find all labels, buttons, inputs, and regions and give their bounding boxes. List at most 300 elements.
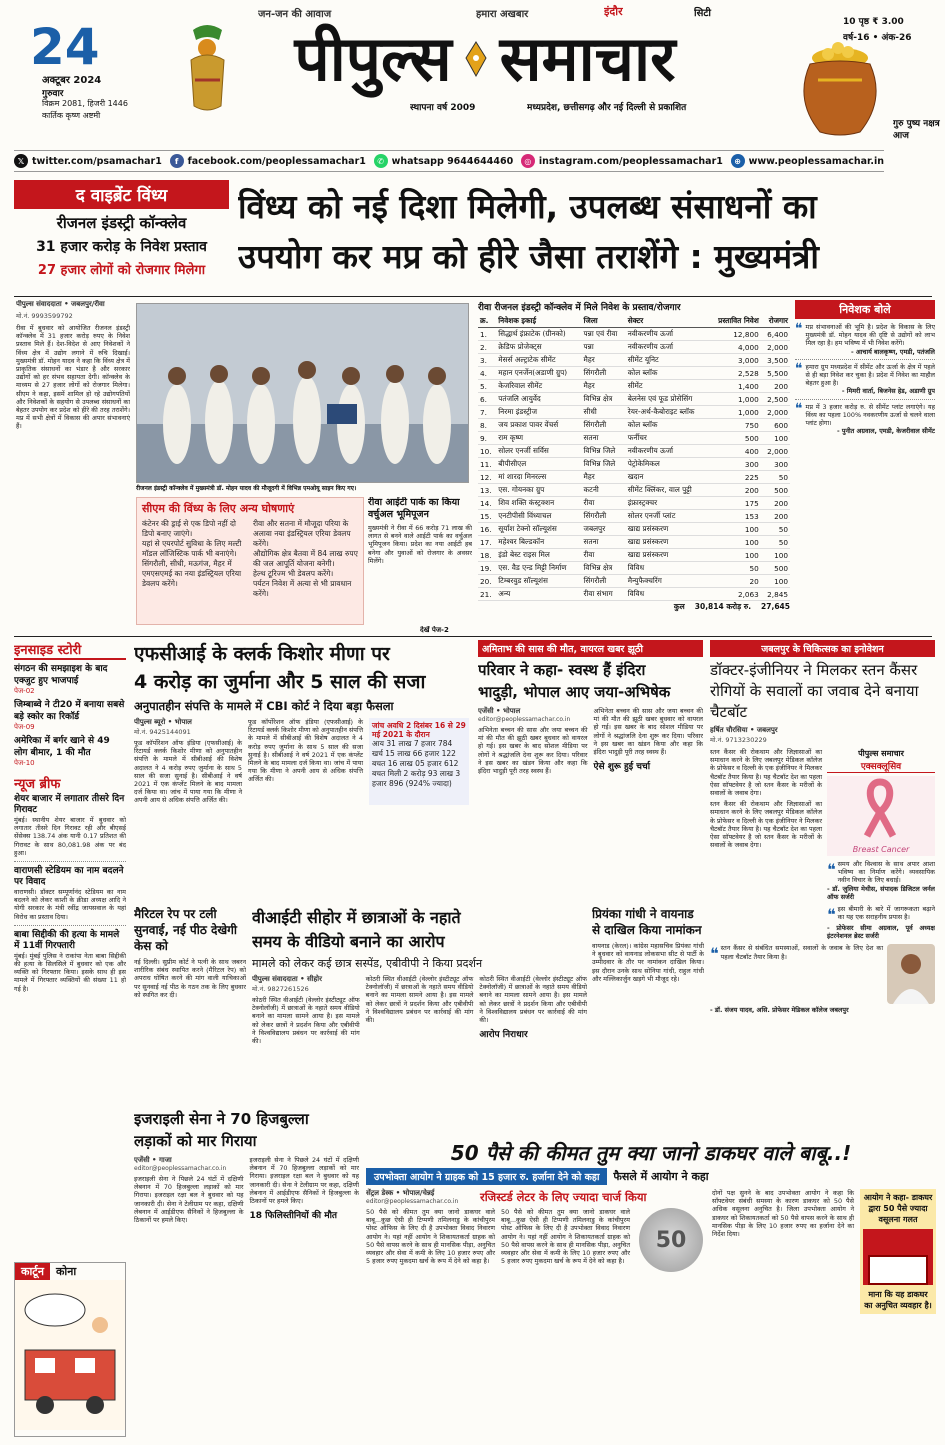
- invest-table-row: [478, 432, 790, 445]
- invest-table-cell: मां शारदा मिनरल्स: [496, 471, 581, 484]
- instagram-link[interactable]: [521, 154, 723, 168]
- invest-table-cell: पन्ना एवं रीवा: [582, 328, 626, 341]
- fci-box-item: बचत मिली 2 करोड़ 93 लाख 3 हजार 896 (924% ज्यादा): [372, 769, 461, 788]
- vit-story: [252, 906, 587, 1126]
- invest-table-cell: पेट्रोकेमिकल: [626, 458, 709, 471]
- date-vikram: विक्रम 2081, हिजरी 1446: [42, 99, 128, 108]
- invest-table-row: [478, 510, 790, 523]
- amitabh-kicker: अमिताभ की सास की मौत, वायरल खबर झूठी: [478, 640, 703, 657]
- website-text: www.peoplessamachar.in: [748, 155, 884, 167]
- investor-quote-2: हमारा ग्रुप मध्यप्रदेश में सीमेंट और ऊर्जा के क्षेत्र में पहले से ही बड़ा निवेश कर चुका है। प्रदेश में निवेश का माहौल बेहतर हुआ है।: [805, 362, 935, 388]
- invest-table-cell: रीवा संभाग: [582, 588, 626, 601]
- invest-table-cell: 3.: [478, 354, 496, 367]
- invest-table-cell: 7.: [478, 406, 496, 419]
- tagline-1: जन-जन की आवाज: [258, 9, 332, 20]
- amitabh-headline-1: परिवार ने कहा- स्वस्थ हैं इंदिरा: [478, 661, 646, 679]
- priyanka-story: [592, 906, 704, 1136]
- chatbot-story: [710, 640, 935, 1190]
- invest-table-cell: 100: [709, 523, 761, 536]
- fci-box-title: जांच अवधि 2 दिसंबर 16 से 29 मई 2021 के दौरान: [372, 721, 466, 739]
- vit-sub: मामले को लेकर कई छात्र सस्पेंड, एबीवीपी ने किया प्रदर्शन: [252, 957, 483, 970]
- invest-table-cell: अन्य: [496, 588, 581, 601]
- masthead-title: [190, 14, 780, 104]
- invest-table-cell: सतना: [582, 536, 626, 549]
- investment-table: [478, 315, 790, 601]
- fci-byline: पीपुल्स ब्यूरो • भोपाल: [134, 718, 192, 726]
- cm-point: हेल्थ टूरिज्म भी डेवलप करेंगे।: [253, 569, 334, 578]
- fci-box-item: बचत 16 लाख 05 हजार 612: [372, 759, 459, 768]
- chatbot-quote-1: समय और विश्वास के साथ अपार आशा भविष्य का निर्माण करेंगे। व्यवसायिक नवीन विचार के लिए बधाई।: [837, 860, 935, 885]
- invest-total-jobs: 27,645: [761, 602, 790, 611]
- invest-table-cell: 50: [761, 536, 790, 549]
- cm-point: औद्योगिक क्षेत्र बैतवा में 84 लाख रुपए की जल आपूर्ति योजना बनेगी।: [253, 549, 358, 568]
- facebook-icon: f: [170, 154, 184, 168]
- cm-box-title: सीएम की विंध्य के लिए अन्य घोषणाएं: [142, 502, 295, 515]
- post-right-caption2: माना कि यह डाकघर का अनुचित व्यवहार है।: [864, 1290, 932, 1310]
- invest-table-cell: विभिन्न क्षेत्र: [582, 393, 626, 406]
- amitabh-story: [478, 640, 703, 902]
- invest-table-cell: विभिन्न जिले: [582, 445, 626, 458]
- invest-table-cell: 2,528: [709, 367, 761, 380]
- invest-table-cell: 400: [709, 445, 761, 458]
- invest-table-cell: नवीकरणीय ऊर्जा: [626, 341, 709, 354]
- invest-table-cell: बेलनेस एवं फूड प्रोसेसिंग: [626, 393, 709, 406]
- invest-table-cell: 200: [709, 484, 761, 497]
- invest-table-cell: जय प्रकाश पावर वेंचर्स: [496, 419, 581, 432]
- guru-pushya-note: गुरु पुष्य नक्षत्र आज: [893, 119, 940, 141]
- invest-table-row: [478, 341, 790, 354]
- quote-icon: ❝: [795, 400, 803, 417]
- invest-table-cell: सिंगरौली: [582, 510, 626, 523]
- invest-table-cell: कोल ब्लॉक: [626, 419, 709, 432]
- cm-point: यहां से एयरपोर्ट सुविधा के लिए मल्टी मॉडल लॉजिस्टिक पार्क भी बनाएंगे।: [142, 539, 242, 558]
- post-byline: सेंट्रल डेस्क • भोपाल/चेन्नई: [366, 1189, 435, 1197]
- invest-table-cell: 2,000: [761, 445, 790, 458]
- invest-table-cell: सूर्यांश टेक्नो सॉल्यूशंस: [496, 523, 581, 536]
- invest-table-cell: खाद्य प्रसंस्करण: [626, 549, 709, 562]
- invest-table-row: [478, 354, 790, 367]
- invest-table-cell: खाद्य प्रसंस्करण: [626, 536, 709, 549]
- fci-box: [369, 718, 469, 805]
- fci-story: [134, 640, 469, 910]
- invest-table-cell: सीमेंट: [626, 380, 709, 393]
- chatbot-brand: पीपुल्स समाचार: [858, 749, 904, 758]
- invest-table-cell: सीमेंट यूनिट: [626, 354, 709, 367]
- quote-icon: ❝: [827, 860, 836, 879]
- inside-item-2[interactable]: जिम्बाब्वे ने टी20 में बनाया सबसे बड़े स्कोर का रिकॉर्ड: [14, 700, 125, 722]
- invest-table-row: [478, 588, 790, 601]
- invest-table-cell: सिंगरौली: [582, 419, 626, 432]
- lead-tag: द वाइब्रेंट विंध्य: [14, 180, 229, 209]
- invest-table-cell: बीपीसीएल: [496, 458, 581, 471]
- inside-item-1[interactable]: संगठन की समझाइश के बाद एक्जुट हुए भाजपाई: [14, 664, 108, 686]
- post-sub: रजिस्टर्ड लेटर के लिए ज्यादा चार्ज किया: [480, 1189, 647, 1204]
- date-number: 24: [30, 22, 100, 72]
- left-column: [14, 640, 126, 1200]
- investor-quote-3: मप्र में 3 हजार करोड़ रु. से सीमेंट प्लांट लगाएंगे। यह विंध्य का पहला 100% नवकरणीय ऊर्जा से चलने वाला प्लांट होगा।: [805, 402, 935, 428]
- social-strip: [14, 150, 884, 172]
- invest-table-cell: 10.: [478, 445, 496, 458]
- rewa-box-body: मुख्यमंत्री ने रीवा में 66 करोड़ 71 लाख की लागत से बनने वाले आईटी पार्क का वर्चुअल भूमिपूजन किया। प्रदेश का नया आईटी हब बनेगा और युवाओं को रोजगार के अवसर मिलेंगे।: [368, 524, 472, 565]
- invest-table-cell: विभिन्न जिले: [582, 458, 626, 471]
- israel-sub: 18 फिलिस्तीनियों की मौत: [249, 1211, 338, 1222]
- title-right: समाचार: [499, 22, 676, 95]
- title-left: पीपुल्स: [294, 22, 452, 95]
- invest-table-cell: 20.: [478, 575, 496, 588]
- chatbot-exclusive: एक्सक्लूसिव: [827, 759, 935, 773]
- invest-table-cell: 200: [761, 380, 790, 393]
- inside-page-1: पेज-02: [14, 687, 35, 695]
- invest-table-cell: 13.: [478, 484, 496, 497]
- invest-table-cell: 50: [761, 471, 790, 484]
- lead-photo: [136, 303, 469, 483]
- israel-body-cont: इजराइली सेना ने पिछले 24 घंटों में दक्षिणी लेबनान में 70 हिजबुल्ला लड़ाकों को मार गिराया। इजराइल रक्षा बल ने बुधवार को यह जानकारी दी। सेना ने टेलीग्राम पर कहा, दक्षिणी लेबनान में आईडीएफ सैनिकों ने हिजबुल्ला के ठिकानों पर हमले किए।: [249, 1156, 359, 1206]
- invest-table-cell: 19.: [478, 562, 496, 575]
- cartoon-label: कार्टून: [15, 1263, 50, 1280]
- invest-table-row: [478, 536, 790, 549]
- whatsapp-text: whatsapp 9644644460: [391, 155, 514, 167]
- fci-sub: अनुपातहीन संपत्ति के मामले में CBI कोर्ट ने दिया बड़ा फैसला: [134, 699, 394, 713]
- lead-sub3: 27 हजार लोगों को रोजगार मिलेगा: [37, 263, 206, 278]
- vit-byline: पीपुल्स संवाददाता • सीहोर: [252, 975, 322, 983]
- investor-quote-1: मप्र संभावनाओं की भूमि है। प्रदेश के विकास के लिए मुख्यमंत्री डॉ. मोहन यादव की दृष्टि से उद्योगों को लाभ मिल रहा है। हम भविष्य में भी निवेश करेंगे।: [805, 323, 935, 348]
- invest-table-cell: 2,845: [761, 588, 790, 601]
- quote-icon: ❝: [795, 360, 803, 377]
- vit-body-cont2: कोठरी स्थित वीआईटी (वेल्लोर इंस्टीट्यूट ऑफ टेक्नोलॉजी) में छात्राओं के नहाते समय वीडियो बनाने का मामला सामने आया है। इस मामले को लेकर छात्रों ने प्रदर्शन किया और एबीवीपी ने विश्वविद्यालय प्रबंधन पर कार्रवाई की मांग की।: [479, 975, 587, 1025]
- cm-announcements-box: [136, 497, 364, 625]
- invest-table-cell: सीमेंट क्लिंकर, वाल पुट्टी: [626, 484, 709, 497]
- invest-table-row: [478, 523, 790, 536]
- invest-table-cell: 200: [761, 510, 790, 523]
- vit-mobile: मो.नं. 9827261526: [252, 985, 309, 993]
- chatbot-quote-3: स्तन कैंसर से संबंधित समस्याओं, सवालों के जवाब के लिए देश का पहला चैटबॉट तैयार किया है।: [720, 944, 883, 961]
- priyanka-body: वायनाड (केरल)। कांग्रेस महासचिव प्रियंका गांधी ने बुधवार को वायनाड लोकसभा सीट से पार्टी के उम्मीदवार के तौर पर नामांकन दाखिल किया। इस दौरान उनके साथ सोनिया गांधी, राहुल गांधी और मल्लिकार्जुन खड़गे भी मौजूद रहे।: [592, 942, 704, 983]
- masthead: [0, 0, 945, 150]
- brief-1-head: शेयर बाजार में लगातार तीसरे दिन गिरावट: [14, 794, 125, 815]
- instagram-text: instagram.com/peoplessamachar1: [538, 155, 723, 167]
- invest-table-cell: 200: [761, 497, 790, 510]
- chatbot-body: स्तन कैंसर की रोकथाम और जिज्ञासाओं का समाधान करने के लिए जबलपुर मेडिकल कॉलेज के प्रोफेसर व दिल्ली के एक इंजीनियर ने मिलकर चैटबॉट तैयार किया है। यह चैटबॉट देश का पहला ऐसा सॉफ्टवेयर है जो स्तन कैंसर के मरीजों के सवालों के जवाब देगा।: [710, 748, 822, 798]
- post-strip2: फैसले में आयोग ने कहा: [613, 1170, 709, 1183]
- lead-photo-caption: रीजनल इंडस्ट्री कॉन्क्लेव में मुख्यमंत्री डॉ. मोहन यादव की मौजूदगी में विभिन्न एमओयू साइन किए गए।: [136, 485, 357, 492]
- lead-body: रीवा में बुधवार को आयोजित रीजनल इंडस्ट्री कॉन्क्लेव में 31 हजार करोड़ रुपए के निवेश प्रस्ताव मिले हैं। देश-विदेश से आए निवेशकों ने विंध्य क्षेत्र में उद्योग लगाने में रुचि दिखाई। मुख्यमंत्री डॉ. मोहन यादव ने कहा कि विंध्य क्षेत्र में प्राकृतिक संसाधनों का भंडार है और सरकार उद्योगों को हर संभव सहायता देगी। कॉन्क्लेव के माध्यम से 27 हजार लोगों को रोजगार मिलेगा। सीएम ने कहा, इसमें शामिल हो रहे उद्योगपतियों और निवेशकों के सहयोग से उपलब्ध संसाधनों का बेहतर उपयोग कर प्रदेश को हीरे की तरह तराशेंगे। मप्र में सभी क्षेत्रों में विकास की अपार संभावनाएं हैं।: [16, 324, 130, 431]
- x-icon: 𝕏: [14, 154, 28, 168]
- date-month: अक्टूबर 2024: [42, 75, 102, 86]
- invest-table-header: सेक्टर: [626, 315, 709, 328]
- invest-table-cell: 4,000: [709, 341, 761, 354]
- see-page-2[interactable]: देखें पेज-2: [420, 626, 449, 634]
- instagram-icon: ◎: [521, 154, 535, 168]
- invest-table-cell: केजरिवाल सीमेंट: [496, 380, 581, 393]
- chatbot-body-cont: स्तन कैंसर की रोकथाम और जिज्ञासाओं का समाधान करने के लिए जबलपुर मेडिकल कॉलेज के प्रोफेसर व दिल्ली के एक इंजीनियर ने मिलकर चैटबॉट तैयार किया है। यह चैटबॉट देश का पहला ऐसा सॉफ्टवेयर है जो स्तन कैंसर के मरीजों के सवालों के जवाब देगा।: [710, 800, 822, 850]
- quote-icon: ❝: [710, 944, 719, 964]
- invest-table-row: [478, 471, 790, 484]
- invest-table-cell: खदान: [626, 471, 709, 484]
- fci-box-item: आय 31 लाख 7 हजार 784: [372, 739, 453, 748]
- facebook-text: facebook.com/peoplessamachar1: [187, 155, 366, 167]
- invest-table-cell: इंडो बेस्ट राइस मिल: [496, 549, 581, 562]
- invest-table-cell: 153: [709, 510, 761, 523]
- invest-table-cell: जबलपुर: [582, 523, 626, 536]
- israel-body: इजराइली सेना ने पिछले 24 घंटों में दक्षिणी लेबनान में 70 हिजबुल्ला लड़ाकों को मार गिराया। इजराइल रक्षा बल ने बुधवार को यह जानकारी दी। सेना ने टेलीग्राम पर कहा, दक्षिणी लेबनान में आईडीएफ सैनिकों ने हिजबुल्ला के ठिकानों पर हमले किए।: [134, 1175, 244, 1225]
- globe-icon: ⊕: [731, 154, 745, 168]
- cartoon-corner: कोना: [55, 1265, 77, 1278]
- investor-title: निवेशक बोले: [795, 300, 935, 319]
- priyanka-headline: प्रियंका गांधी ने वायनाड से दाखिल किया नामांकन: [592, 907, 702, 937]
- inside-item-3[interactable]: अमेरिका में बर्गर खाने से 49 लोग बीमार, 1 की मौत: [14, 736, 110, 758]
- invest-table-cell: 500: [761, 562, 790, 575]
- invest-table-cell: 225: [709, 471, 761, 484]
- amitabh-email: editor@peoplessamachar.co.in: [478, 716, 571, 723]
- invest-table-cell: सोलर एनर्जी प्लांट: [626, 510, 709, 523]
- vit-body-cont: कोठरी स्थित वीआईटी (वेल्लोर इंस्टीट्यूट ऑफ टेक्नोलॉजी) में छात्राओं के नहाते समय वीडियो बनाने का मामला सामने आया है। इस मामले को लेकर छात्रों ने प्रदर्शन किया और एबीवीपी ने विश्वविद्यालय प्रबंधन पर कार्रवाई की मांग की।: [365, 975, 474, 1025]
- twitter-text: twitter.com/psamachar1: [32, 155, 162, 167]
- chatbot-kicker: जबलपुर के चिकित्सक का इनोवेशन: [710, 640, 935, 657]
- investor-author-2: - मिमरी वार्ता, बिजनेस हेड, अडाणी ग्रुप: [841, 387, 935, 396]
- israel-headline-2: लड़ाकों को मार गिराया: [134, 1132, 257, 1150]
- chatbot-headline: डॉक्टर-इंजीनियर ने मिलकर स्तन कैंसर रोगियों के सवालों का जवाब देने बनाया चैटबॉट: [710, 661, 919, 721]
- pink-ribbon-image: [827, 776, 935, 856]
- invest-table-cell: पन्ना: [582, 341, 626, 354]
- invest-table-cell: 1,000: [709, 406, 761, 419]
- invest-table-cell: एस. वैड एन्ड मिट्टी निर्माण: [496, 562, 581, 575]
- brief-2-head: वाराणसी स्टेडियम का नाम बदलने पर विवाद: [14, 866, 124, 888]
- invest-table-row: [478, 562, 790, 575]
- fci-headline-1: एफसीआई के क्लर्क किशोर मीणा पर: [134, 643, 390, 665]
- invest-total-amount: 30,814 करोड़ रु.: [694, 602, 752, 611]
- invest-table-cell: 2.: [478, 341, 496, 354]
- founded-year: स्थापना वर्ष 2009: [410, 103, 476, 113]
- cm-point: कंटेनर की ड्राई से एक डिपो नहीं दो डिपो बनाए जाएंगे।: [142, 519, 236, 538]
- invest-table-cell: पतंजलि आयुर्वेद: [496, 393, 581, 406]
- coin-value: 50: [639, 1208, 703, 1272]
- israel-headline-1: इजराइली सेना ने 70 हिजबुल्ला: [134, 1110, 309, 1128]
- facebook-link[interactable]: [170, 154, 366, 168]
- invest-table-cell: 600: [761, 419, 790, 432]
- cm-point: सिंगरौली, सीधी, मऊगंज, मैहर में एमएसएमई का नया इंडस्ट्रियल एरिया डेवलप करेंगे।: [142, 559, 242, 588]
- invest-table-cell: टिम्बरवुड सॉल्यूशंस: [496, 575, 581, 588]
- invest-table-cell: 100: [709, 536, 761, 549]
- invest-table-cell: शिव शक्ति कंस्ट्रक्शन: [496, 497, 581, 510]
- year-issue: वर्ष-16 • अंक-26: [843, 33, 912, 43]
- brief-3-body: मुंबई। मुंबई पुलिस ने राकांपा नेता बाबा सिद्दीकी की हत्या के सिलसिले में बुधवार को एक और व्यक्ति को गिरफ्तार किया। इसके साथ ही इस मामले में गिरफ्तार व्यक्तियों की संख्या 11 हो गई है।: [14, 951, 126, 993]
- mr-body: नई दिल्ली। सुप्रीम कोर्ट ने पत्नी के साथ जबरन शारीरिक संबंध स्थापित करने (मैरिटल रेप) को अपराध घोषित करने की मांग वाली याचिकाओं पर सुनवाई नई पीठ के गठन तक के लिए बुधवार को स्थगित कर दी।: [134, 958, 246, 999]
- invest-table-cell: 6,400: [761, 328, 790, 341]
- invest-table-cell: 100: [761, 575, 790, 588]
- invest-table-cell: रीवा: [582, 549, 626, 562]
- invest-table-cell: महेश्वर बिल्डकॉन: [496, 536, 581, 549]
- cm-point: रीवा और सतना में मौजूदा परिया के अलावा नया इंडस्ट्रियल एरिया डेवलप करेंगे।: [253, 519, 351, 548]
- invest-table-row: [478, 367, 790, 380]
- quote-icon: ❝: [827, 905, 836, 925]
- inside-page-3: पेज-10: [14, 759, 35, 767]
- quote-icon: ❝: [795, 321, 803, 337]
- invest-table-cell: सिद्धार्थ इंफ्राटेक (ग्रीनको): [496, 328, 581, 341]
- invest-table-cell: सोलर एनर्जी सर्विस: [496, 445, 581, 458]
- brief-2-body: वाराणसी। डॉक्टर सम्पूर्णानंद स्टेडियम का नाम बदलने को लेकर काशी के क्रीडा अध्यक्ष आदि ने योगी सरकार के मंत्री रवींद्र जायसवाल के यहां विरोध का प्रस्ताव दिया।: [14, 888, 126, 921]
- invest-table-cell: फर्नीचर: [626, 432, 709, 445]
- invest-table-cell: नवीकरणीय ऊर्जा: [626, 328, 709, 341]
- invest-table-cell: नवीकरणीय ऊर्जा: [626, 445, 709, 458]
- pen-nib-icon: [462, 40, 490, 78]
- rewa-itpark-box: [368, 497, 472, 625]
- invest-table-cell: 12.: [478, 471, 496, 484]
- invest-table-cell: मैहर: [582, 354, 626, 367]
- lead-headline-line2: उपयोग कर मप्र को हीरे जैसा तराशेंगे : मुख्यमंत्री: [238, 237, 819, 276]
- chatbot-mobile: मो.नं. 9713230229: [710, 736, 767, 744]
- city-name: इंदौर: [604, 5, 623, 18]
- pages-price: 10 पृष्ठ ₹ 3.00: [843, 17, 904, 27]
- invest-table-cell: 100: [761, 432, 790, 445]
- invest-table-cell: 6.: [478, 393, 496, 406]
- invest-table-header: जिला: [582, 315, 626, 328]
- brief-3-head: बाबा सिद्दीकी की हत्या के मामले में 11वीं गिरफ्तारी: [14, 929, 120, 951]
- invest-table-row: [478, 328, 790, 341]
- investor-author-1: - आचार्य बालकृष्ण, एमडी, पतंजलि: [850, 347, 935, 356]
- lead-headline-line1: विंध्य को नई दिशा मिलेगी, उपलब्ध संसाधनों का: [238, 187, 817, 226]
- invest-table-row: [478, 419, 790, 432]
- lead-tag-box: [14, 180, 229, 292]
- invest-table-row: [478, 445, 790, 458]
- invest-table-cell: 2,063: [709, 588, 761, 601]
- invest-table-cell: रेयर-अर्थ-कैबोराइट ब्लॉक: [626, 406, 709, 419]
- invest-table-cell: 14.: [478, 497, 496, 510]
- invest-table-cell: 750: [709, 419, 761, 432]
- chatbot-author-3: - डॉ. संजय यादव, असि. प्रोफेसर मेडिकल कॉलेज जबलपुर: [710, 1006, 849, 1015]
- invest-table-row: [478, 380, 790, 393]
- invest-table-cell: सीधी: [582, 406, 626, 419]
- invest-table-cell: 17.: [478, 536, 496, 549]
- invest-table-cell: 100: [709, 549, 761, 562]
- invest-table-row: [478, 406, 790, 419]
- invest-table-cell: सिंगरौली: [582, 575, 626, 588]
- investment-table-box: [478, 300, 790, 625]
- invest-table-cell: सतना: [582, 432, 626, 445]
- published-from: मध्यप्रदेश, छत्तीसगढ़ और नई दिल्ली से प्रकाशित: [527, 103, 687, 113]
- amitabh-headline-2: भादुड़ी, भोपाल आए जया-अभिषेक: [478, 683, 671, 701]
- investor-author-3: - पुनीत अग्रवाल, एमडी, केजरीवाल सीमेंट: [836, 427, 935, 436]
- invest-table-cell: 1,000: [709, 393, 761, 406]
- invest-table-cell: 16.: [478, 523, 496, 536]
- invest-table-cell: 500: [709, 432, 761, 445]
- vit-body: कोठरी स्थित वीआईटी (वेल्लोर इंस्टीट्यूट ऑफ टेक्नोलॉजी) में छात्राओं के नहाते समय वीडियो बनाने का मामला सामने आया है। इस मामले को लेकर छात्रों ने प्रदर्शन किया और एबीवीपी ने विश्वविद्यालय प्रबंधन पर कार्रवाई की मांग की।: [252, 996, 360, 1046]
- invest-table-cell: रीवा: [582, 497, 626, 510]
- invest-table-row: [478, 549, 790, 562]
- fci-box-item: खर्च 15 लाख 66 हजार 122: [372, 749, 456, 758]
- post-story: [366, 1138, 936, 1438]
- invest-table-cell: 9.: [478, 432, 496, 445]
- invest-table-cell: 100: [761, 549, 790, 562]
- invest-table-title: रीवा रीजनल इंडस्ट्री कॉन्क्लेव में मिले निवेश के प्रस्ताव/रोजगार: [478, 303, 681, 313]
- amitabh-body: अभिनेता बच्चन की सास और जया बच्चन की मां की मौत की झूठी खबर बुधवार को वायरल हो गई। इस खबर के बाद सोशल मीडिया पर लोगों ने श्रद्धांजलि देना शुरू कर दिया। परिवार ने इस खबर का खंडन किया और कहा कि इंदिरा भादुड़ी पूरी तरह स्वस्थ हैं।: [478, 726, 588, 776]
- invest-table-cell: 50: [761, 523, 790, 536]
- invest-table-cell: 175: [709, 497, 761, 510]
- invest-table-cell: इंफ्रास्ट्रक्चर: [626, 497, 709, 510]
- amitabh-sub: ऐसे शुरू हुई चर्चा: [593, 762, 651, 773]
- invest-table-cell: 3,000: [709, 354, 761, 367]
- invest-table-row: [478, 393, 790, 406]
- vit-headline-1: वीआईटी सीहोर में छात्राओं के नहाते: [252, 908, 461, 927]
- whatsapp-icon: ✆: [374, 154, 388, 168]
- invest-table-cell: कोल ब्लॉक: [626, 367, 709, 380]
- invest-table-cell: 2,000: [761, 406, 790, 419]
- lead-sub1: रीजनल इंडस्ट्री कॉन्क्लेव: [56, 214, 187, 232]
- post-body-cont: 50 पैसे को कीमत तुम क्या जानो डाकघर वाले बाबू...कुछ ऐसी ही टिप्पणी तमिलनाडु के कांचीपुरम पोस्ट ऑफिस के लिए दी है उपभोक्ता विवाद निवारण आयोग ने। यहां नहीं आयोग ने शिकायतकर्ता ग्राहक को 50 पैसे वापस करने के साथ ही मानसिक पीड़ा, अनुचित व्यवहार और सेवा में कमी के लिए 10 हजार रुपए और 5 हजार रुपए मुकदमा खर्च के रूप में देने को कहा है।: [501, 1208, 630, 1266]
- whatsapp-link[interactable]: [374, 154, 514, 168]
- invest-table-row: [478, 458, 790, 471]
- invest-table-cell: मैहर: [582, 380, 626, 393]
- invest-table-cell: 1,400: [709, 380, 761, 393]
- invest-total-label: कुल: [673, 602, 685, 611]
- lead-byline: पीपुल्स संवाददाता • जबलपुर/रीवा: [16, 300, 105, 308]
- invest-table-cell: एस. गोयनका ग्रुप: [496, 484, 581, 497]
- post-strip: उपभोक्ता आयोग ने ग्राहक को 15 हजार रु. हर्जाना देने को कहा: [366, 1168, 607, 1185]
- invest-table-cell: राम कृष्ण: [496, 432, 581, 445]
- invest-table-cell: 300: [761, 458, 790, 471]
- tagline-2: हमारा अखबार: [476, 9, 529, 20]
- israel-story: [134, 1108, 359, 1438]
- marital-rape-story: [134, 906, 246, 1106]
- post-office-image: [863, 1229, 933, 1285]
- chatbot-quote-2: इस बीमारी के बारे में जागरूकता बढ़ाने का यह एक सराहनीय प्रयास है।: [837, 905, 935, 922]
- invest-table-cell: विभिन्न क्षेत्र: [582, 562, 626, 575]
- invest-table-header: रोजगार: [761, 315, 790, 328]
- cm-point: पर्यटन निवेश में अत्या से भी प्रावधान करेंगे।: [253, 579, 352, 598]
- post-headline: 50 पैसे की कीमत तुम क्या जानो डाकघर वाले बाबू..!: [450, 1141, 852, 1165]
- invest-table-cell: 500: [761, 484, 790, 497]
- invest-table-cell: 2,500: [761, 393, 790, 406]
- invest-table-cell: 8.: [478, 419, 496, 432]
- invest-table-cell: निरमा इंडस्ट्रीज: [496, 406, 581, 419]
- invest-table-cell: 300: [709, 458, 761, 471]
- post-body: 50 पैसे को कीमत तुम क्या जानो डाकघर वाले बाबू...कुछ ऐसी ही टिप्पणी तमिलनाडु के कांचीपुरम पोस्ट ऑफिस के लिए दी है उपभोक्ता विवाद निवारण आयोग ने। यहां नहीं आयोग ने शिकायतकर्ता ग्राहक को 50 पैसे वापस करने के साथ ही मानसिक पीड़ा, अनुचित व्यवहार और सेवा में कमी के लिए 10 हजार रुपए और 5 हजार रुपए मुकदमा खर्च के रूप में देने को कहा है।: [366, 1208, 495, 1266]
- lead-mobile: मो.नं. 9993599792: [16, 312, 73, 320]
- coin-image: [636, 1208, 706, 1272]
- fci-headline-2: 4 करोड़ का जुर्माना और 5 साल की सजा: [134, 671, 426, 693]
- invest-table-cell: 5,500: [761, 367, 790, 380]
- invest-table-cell: 2,000: [761, 341, 790, 354]
- inside-page-2: पेज-09: [14, 723, 35, 731]
- invest-table-cell: 15.: [478, 510, 496, 523]
- post-right-box: [860, 1189, 936, 1314]
- chatbot-author-1: - डॉ. जुलिया मेथीस, संपादक डिजिटल जर्नल ऑफ सर्जरी: [827, 884, 935, 901]
- cartoon-box: [14, 1262, 126, 1437]
- invest-table-cell: 1.: [478, 328, 496, 341]
- invest-table-cell: 50: [709, 562, 761, 575]
- invest-table-row: [478, 497, 790, 510]
- inside-story-title: इनसाइड स्टोरी: [14, 640, 126, 660]
- invest-table-cell: मेसर्स अल्ट्राटेक सीमेंट: [496, 354, 581, 367]
- vit-headline-2: समय के वीडियो बनाने का आरोप: [252, 932, 445, 951]
- twitter-link[interactable]: [14, 154, 162, 168]
- fci-body: फूड कॉर्पोरेशन ऑफ इंडिया (एफसीआई) के रिटायर्ड क्लर्क किशोर मीणा को अनुपातहीन संपत्ति के मामले में सीबीआई की विशेष अदालत ने 4 करोड़ रुपए जुर्माना के साथ 5 साल की सजा सुनाई है। सीबीआई ने वर्ष 2021 में एक कंप्लेंट मिलने के बाद मामला दर्ज किया था। जांच में पाया गया कि मीणा ने अपनी आय से अधिक संपत्ति अर्जित की।: [134, 739, 242, 805]
- date-weekday: गुरुवार: [42, 89, 64, 99]
- post-right-caption1: आयोग ने कहा- डाकघर द्वारा 50 पैसे ज्यादा वसूलना गलत: [863, 1193, 933, 1224]
- invest-table-cell: 3,500: [761, 354, 790, 367]
- amitabh-byline: एजेंसी • भोपाल: [478, 707, 521, 715]
- invest-table-header: प्रस्तावित निवेश: [709, 315, 761, 328]
- invest-table-cell: कटनी: [582, 484, 626, 497]
- invest-table-header: निवेशक इकाई: [496, 315, 581, 328]
- chatbot-author-2: - प्रोफेसर सीमा अग्रवाल, पूर्व अध्यक्ष इंटरनेशनल ब्रेस्ट सर्जरी: [827, 924, 935, 941]
- invest-table-cell: 20: [709, 575, 761, 588]
- vit-sub2: आरोप निराधार: [479, 1030, 528, 1041]
- invest-table-cell: एनटीपीसी विंध्याचल: [496, 510, 581, 523]
- website-link[interactable]: [731, 154, 884, 168]
- invest-table-cell: महान एनर्जेन(अडाणी ग्रुप): [496, 367, 581, 380]
- invest-table-cell: खाद्य प्रसंस्करण: [626, 523, 709, 536]
- invest-table-cell: 11.: [478, 458, 496, 471]
